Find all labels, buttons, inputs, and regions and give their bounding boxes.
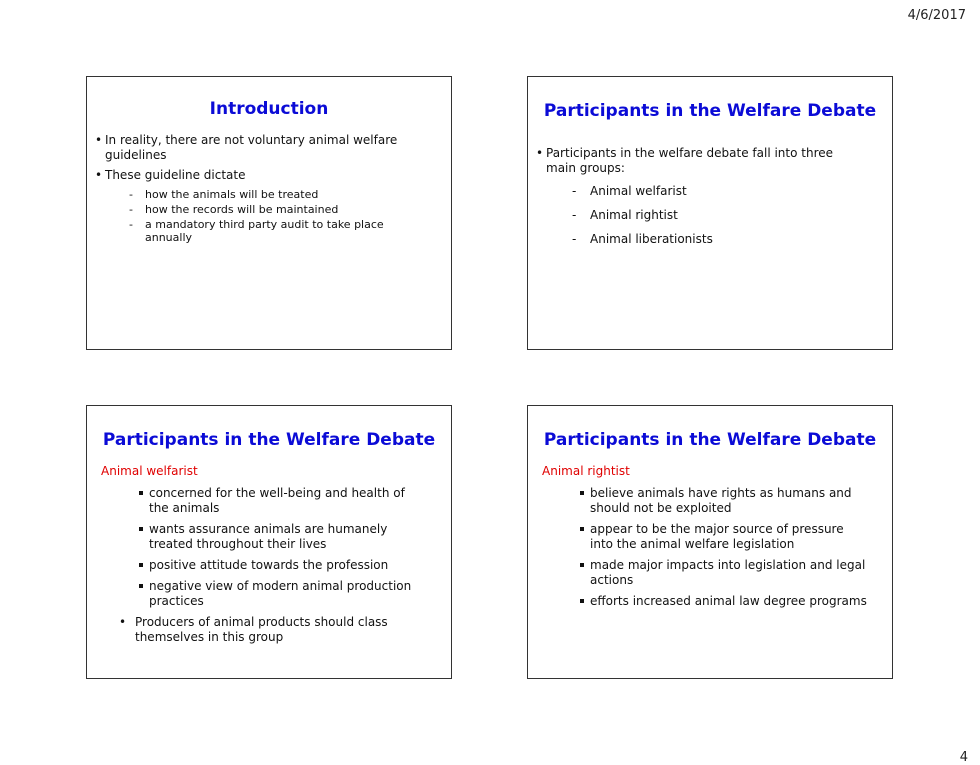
- page-date: 4/6/2017: [907, 8, 966, 23]
- slide-body: [87, 464, 451, 645]
- sub-bullet-item: - Animal rightist: [528, 208, 892, 223]
- slide-participants-overview: [527, 76, 893, 350]
- bullet-item: • Participants in the welfare debate fall into three main groups:: [528, 146, 892, 176]
- sub-bullet-item: - how the animals will be treated: [87, 188, 451, 201]
- page-number: 4: [959, 750, 968, 765]
- slide-title: Participants in the Welfare Debate: [102, 430, 436, 450]
- square-bullet-item: made major impacts into legislation and legal actions: [528, 558, 892, 588]
- sub-bullet-item: - how the records will be maintained: [87, 203, 451, 216]
- bullet-item: • Producers of animal products should class themselves in this group: [87, 615, 451, 645]
- square-bullet-item: wants assurance animals are humanely treated throughout their lives: [87, 522, 451, 552]
- square-bullet-item: believe animals have rights as humans and should not be exploited: [528, 486, 892, 516]
- slide-title: Participants in the Welfare Debate: [543, 430, 877, 450]
- slide-subheading: Animal rightist: [542, 464, 630, 478]
- slide-subheading: Animal welfarist: [101, 464, 198, 478]
- slide-title: Participants in the Welfare Debate: [543, 101, 877, 121]
- slide-title: Introduction: [209, 99, 329, 119]
- square-bullet-item: positive attitude towards the profession: [87, 558, 451, 573]
- slide-animal-rightist: [527, 405, 893, 679]
- slide-animal-welfarist: [86, 405, 452, 679]
- square-bullet-item: efforts increased animal law degree programs: [528, 594, 892, 609]
- slide-body: [528, 464, 892, 615]
- sub-bullet-item: - Animal welfarist: [528, 184, 892, 199]
- square-bullet-item: negative view of modern animal production practices: [87, 579, 451, 609]
- bullet-item: • These guideline dictate: [87, 168, 451, 183]
- slide-body: [528, 146, 892, 256]
- slide-introduction: [86, 76, 452, 350]
- bullet-item: • In reality, there are not voluntary animal welfare guidelines: [87, 133, 451, 163]
- slide-body: [87, 133, 451, 246]
- sub-bullet-item: - a mandatory third party audit to take place annually: [87, 218, 451, 244]
- sub-bullet-item: - Animal liberationists: [528, 232, 892, 247]
- square-bullet-item: concerned for the well-being and health of the animals: [87, 486, 451, 516]
- square-bullet-item: appear to be the major source of pressure into the animal welfare legislation: [528, 522, 892, 552]
